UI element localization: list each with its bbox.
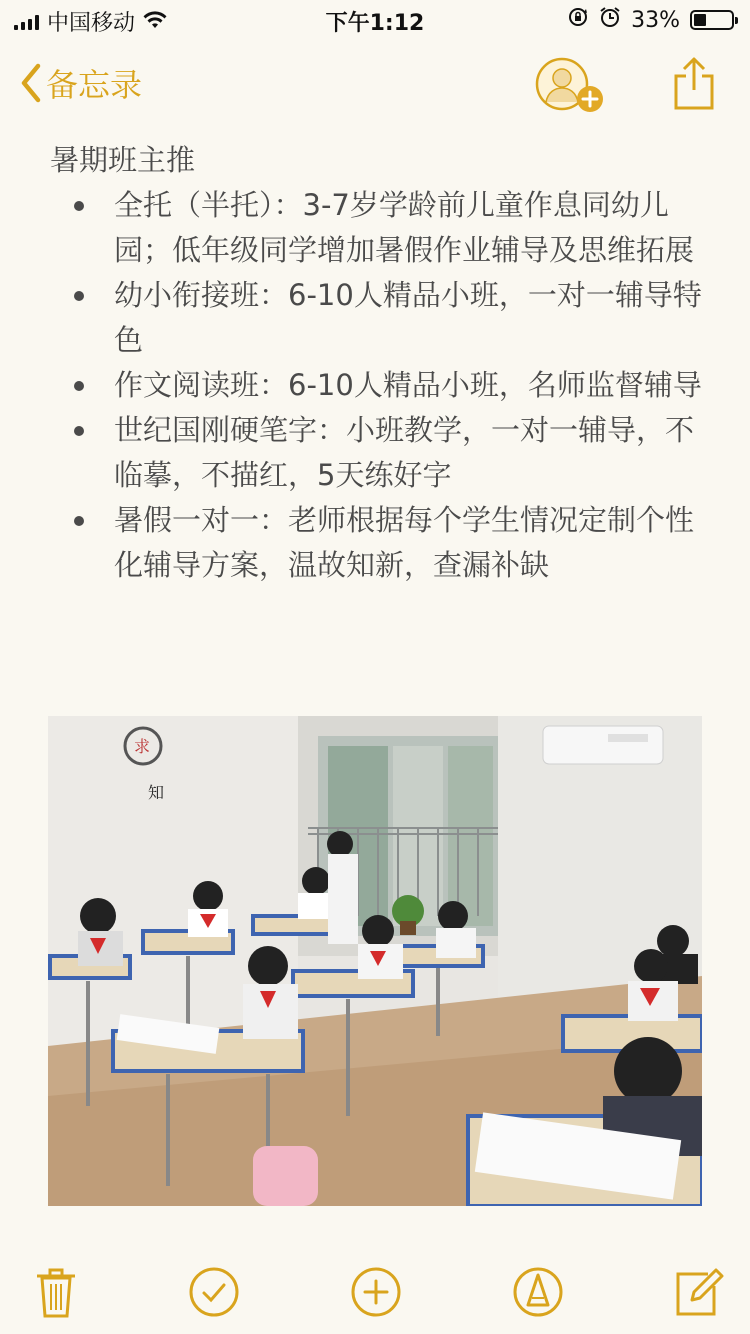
checklist-button[interactable] xyxy=(184,1262,244,1322)
list-item-text: 作文阅读班：6-10人精品小班，名师监督辅导 xyxy=(114,368,702,402)
add-person-icon xyxy=(534,56,608,116)
classroom-photo-illustration xyxy=(48,716,702,1206)
checkmark-circle-icon xyxy=(184,1262,244,1322)
bullet-icon xyxy=(74,201,84,211)
rotation-lock-icon xyxy=(567,6,589,34)
list-item xyxy=(50,363,710,408)
back-button[interactable] xyxy=(20,60,142,106)
list-item-text: 世纪国刚硬笔字：小班教学，一对一辅导，不临摹，不描红，5天练好字 xyxy=(114,413,695,492)
alarm-icon xyxy=(599,6,621,34)
status-right xyxy=(567,6,734,34)
compose-button[interactable] xyxy=(668,1262,728,1322)
carrier-label: 中国移动 xyxy=(47,11,136,36)
status-bar xyxy=(0,0,750,40)
status-time: 下午1:12 xyxy=(325,11,425,36)
plus-circle-icon xyxy=(346,1262,406,1322)
list-item xyxy=(50,408,710,498)
compose-icon xyxy=(668,1262,728,1322)
note-bullet-list xyxy=(50,183,710,588)
add-button[interactable] xyxy=(346,1262,406,1322)
markup-button[interactable] xyxy=(508,1262,568,1322)
note-title: 暑期班主推 xyxy=(50,143,196,177)
share-button[interactable] xyxy=(672,56,716,110)
delete-button[interactable] xyxy=(26,1262,86,1322)
share-icon xyxy=(672,56,716,110)
chevron-left-icon xyxy=(20,63,42,103)
bottom-toolbar xyxy=(0,1250,750,1334)
bullet-icon xyxy=(74,426,84,436)
logo-char-2: 知 xyxy=(148,783,165,802)
add-collaborator-button[interactable] xyxy=(534,56,608,116)
battery-fill xyxy=(694,14,706,26)
bullet-icon xyxy=(74,291,84,301)
note-body[interactable] xyxy=(50,138,710,588)
battery-icon xyxy=(690,10,734,30)
nav-bar xyxy=(0,50,750,120)
list-item-text: 幼小衔接班：6-10人精品小班，一对一辅导特色 xyxy=(114,278,702,357)
list-item xyxy=(50,498,710,588)
logo-char-1: 求 xyxy=(134,737,151,756)
list-item xyxy=(50,273,710,363)
list-item-text: 全托（半托）：3-7岁学龄前儿童作息同幼儿园；低年级同学增加暑假作业辅导及思维拓展 xyxy=(114,188,695,267)
bullet-icon xyxy=(74,516,84,526)
trash-icon xyxy=(26,1262,86,1322)
back-label: 备忘录 xyxy=(46,66,143,104)
classroom-photo[interactable] xyxy=(48,716,702,1206)
battery-percent: 33% xyxy=(631,7,680,33)
list-item xyxy=(50,183,710,273)
pen-tip-circle-icon xyxy=(508,1262,568,1322)
list-item-text: 暑假一对一：老师根据每个学生情况定制个性化辅导方案，温故知新，查漏补缺 xyxy=(114,503,695,582)
bullet-icon xyxy=(74,381,84,391)
